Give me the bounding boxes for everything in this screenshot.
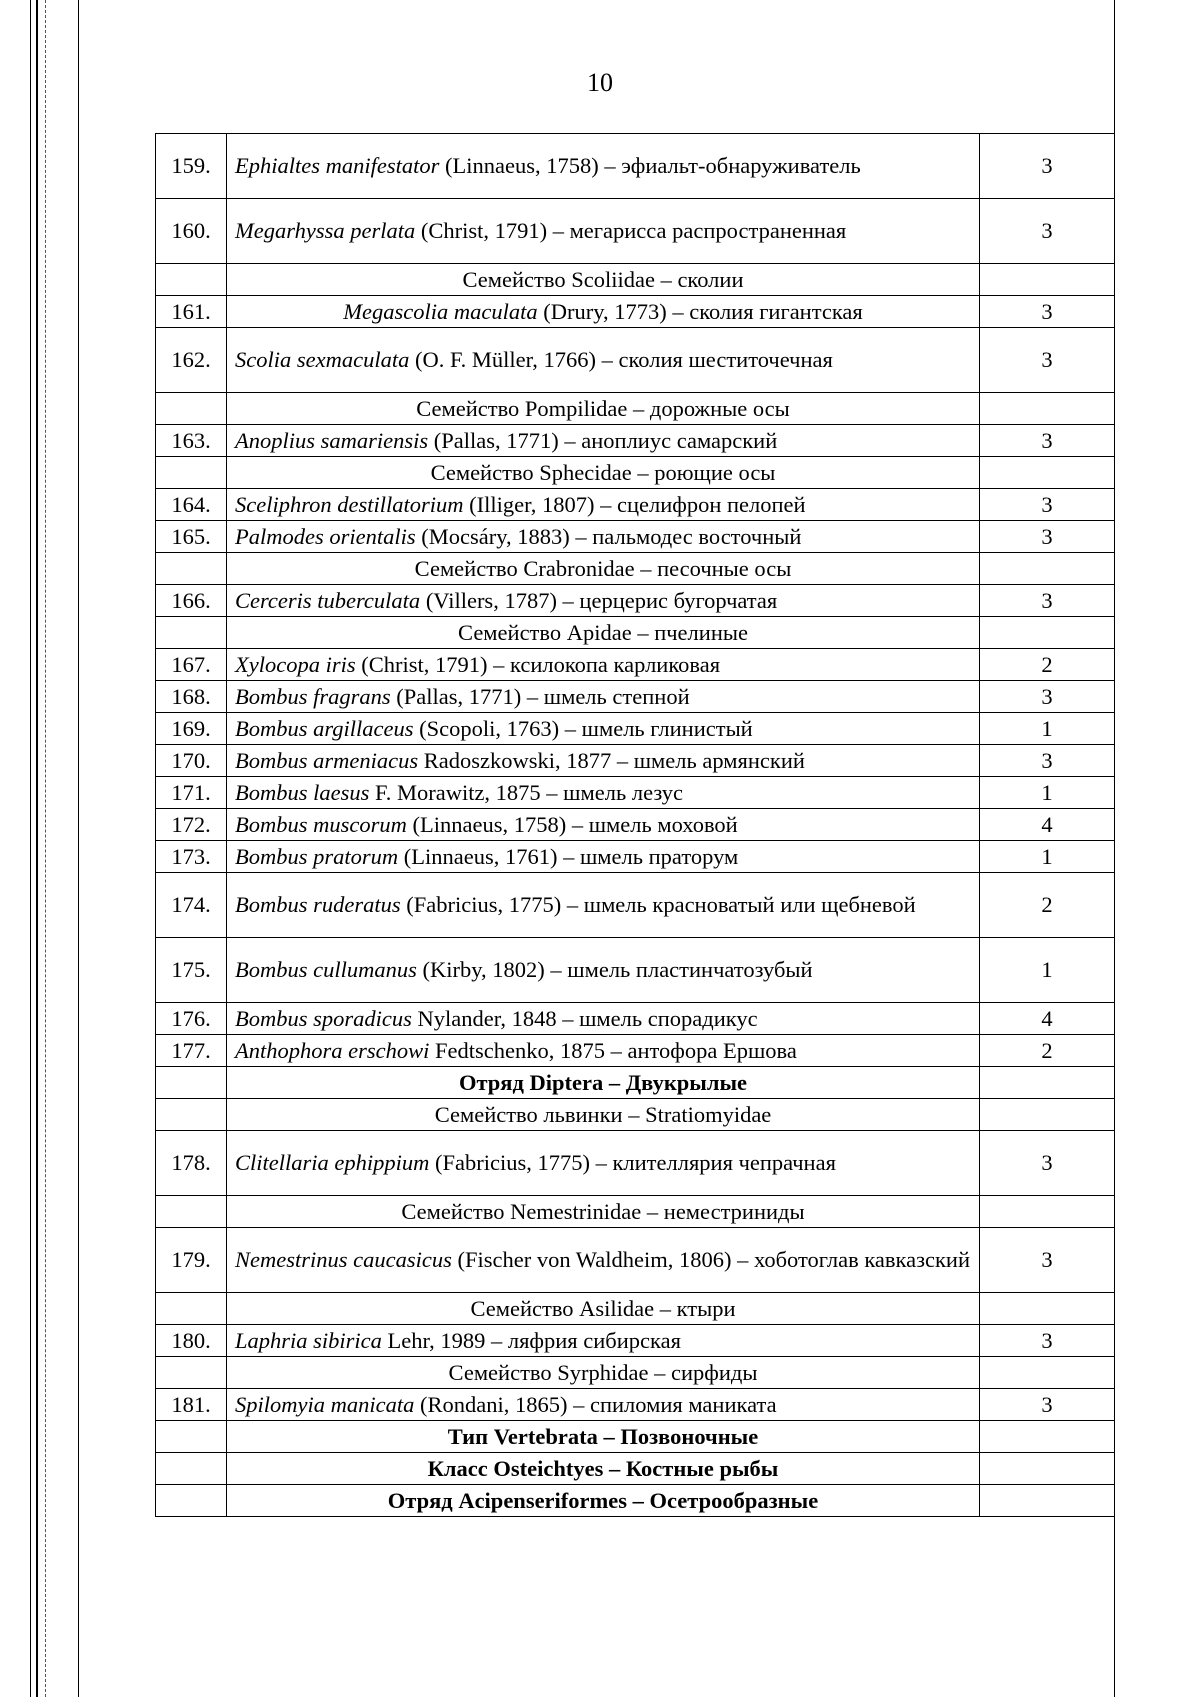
latin-name: Anthophora erschowi (235, 1037, 430, 1063)
species-row (156, 1003, 1115, 1035)
taxon-heading-row (156, 1485, 1115, 1517)
latin-name: Bombus armeniacus (235, 747, 419, 773)
author-and-common-name: (Fabricius, 1775) – клителлярия чепрачная (429, 1150, 836, 1175)
species-table-body (156, 134, 1115, 1517)
empty-cell (156, 393, 227, 425)
latin-name: Bombus pratorum (235, 843, 399, 869)
status-category: 3 (980, 1228, 1115, 1293)
empty-cell (980, 553, 1115, 585)
empty-cell (980, 1067, 1115, 1099)
author-and-common-name: (Villers, 1787) – церцерис бугорчатая (420, 587, 778, 613)
author-and-common-name: (O. F. Müller, 1766) – сколия шеститочечная (409, 347, 833, 372)
taxon-heading-row (156, 1293, 1115, 1325)
empty-cell (156, 457, 227, 489)
empty-cell (156, 1421, 227, 1453)
species-name-cell (227, 713, 980, 745)
row-number: 162. (156, 328, 227, 393)
latin-name: Scolia sexmaculata (235, 347, 410, 372)
row-number: 181. (156, 1389, 227, 1421)
taxon-heading: Семейство Scoliidae – сколии (227, 264, 980, 296)
latin-name: Bombus cullumanus (235, 957, 417, 982)
taxon-heading: Семейство Crabronidae – песочные осы (227, 553, 980, 585)
row-number: 164. (156, 489, 227, 521)
empty-cell (156, 1099, 227, 1131)
status-category: 1 (980, 938, 1115, 1003)
taxon-heading: Отряд Acipenseriformes – Осетрообразные (227, 1485, 980, 1517)
species-row (156, 713, 1115, 745)
row-number: 178. (156, 1131, 227, 1196)
status-category: 3 (980, 199, 1115, 264)
author-and-common-name: (Linnaeus, 1758) – эфиальт-обнаруживатель (439, 153, 861, 178)
taxon-heading: Семейство Asilidae – ктыри (227, 1293, 980, 1325)
taxon-heading: Семейство Sphecidae – роющие осы (227, 457, 980, 489)
latin-name: Spilomyia manicata (235, 1391, 415, 1417)
empty-cell (980, 393, 1115, 425)
row-number: 179. (156, 1228, 227, 1293)
empty-cell (156, 1293, 227, 1325)
species-row (156, 777, 1115, 809)
status-category: 2 (980, 1035, 1115, 1067)
species-name-cell (227, 328, 980, 393)
latin-name: Laphria sibirica (235, 1327, 382, 1353)
species-name-cell (227, 809, 980, 841)
status-category: 3 (980, 328, 1115, 393)
species-table-container (155, 133, 1114, 1517)
species-name-cell (227, 1325, 980, 1357)
author-and-common-name: (Christ, 1791) – ксилокопа карликовая (355, 651, 721, 677)
author-and-common-name: (Pallas, 1771) – аноплиус самарский (428, 427, 778, 453)
status-category: 3 (980, 681, 1115, 713)
species-row (156, 1035, 1115, 1067)
scan-border-line (78, 0, 79, 1697)
row-number: 167. (156, 649, 227, 681)
page-number: 10 (587, 68, 613, 97)
species-row (156, 296, 1115, 328)
row-number: 170. (156, 745, 227, 777)
empty-cell (156, 1485, 227, 1517)
species-row (156, 1131, 1115, 1196)
species-name-cell (227, 199, 980, 264)
species-name-cell (227, 1228, 980, 1293)
taxon-heading-row (156, 457, 1115, 489)
taxon-heading: Семейство львинки – Stratiomyidae (227, 1099, 980, 1131)
taxon-heading-row (156, 1196, 1115, 1228)
species-name-cell (227, 745, 980, 777)
author-and-common-name: Fedtschenko, 1875 – антофора Ершова (429, 1037, 797, 1063)
empty-cell (156, 1067, 227, 1099)
taxon-heading-row (156, 1099, 1115, 1131)
species-row (156, 938, 1115, 1003)
species-name-cell (227, 841, 980, 873)
row-number: 166. (156, 585, 227, 617)
latin-name: Bombus laesus (235, 779, 370, 805)
species-row (156, 1325, 1115, 1357)
species-name-cell (227, 585, 980, 617)
status-category: 3 (980, 296, 1115, 328)
species-name-cell (227, 425, 980, 457)
species-name-cell (227, 938, 980, 1003)
empty-cell (156, 1357, 227, 1389)
author-and-common-name: (Pallas, 1771) – шмель степной (390, 683, 690, 709)
empty-cell (980, 264, 1115, 296)
taxon-heading-row (156, 264, 1115, 296)
taxon-heading: Семейство Pompilidae – дорожные осы (227, 393, 980, 425)
empty-cell (156, 264, 227, 296)
row-number: 161. (156, 296, 227, 328)
species-row (156, 1228, 1115, 1293)
row-number: 176. (156, 1003, 227, 1035)
species-row (156, 841, 1115, 873)
species-name-cell (227, 873, 980, 938)
author-and-common-name: (Drury, 1773) – сколия гигантская (537, 298, 863, 324)
author-and-common-name: (Linnaeus, 1761) – шмель праторум (398, 843, 739, 869)
taxon-heading: Семейство Syrphidae – сирфиды (227, 1357, 980, 1389)
species-name-cell (227, 521, 980, 553)
latin-name: Bombus muscorum (235, 811, 407, 837)
taxon-heading-row (156, 1357, 1115, 1389)
taxon-heading: Тип Vertebrata – Позвоночные (227, 1421, 980, 1453)
species-row (156, 745, 1115, 777)
row-number: 175. (156, 938, 227, 1003)
taxon-heading-row (156, 553, 1115, 585)
author-and-common-name: Lehr, 1989 – ляфрия сибирская (381, 1327, 681, 1353)
scan-border-line (30, 0, 31, 1697)
row-number: 172. (156, 809, 227, 841)
taxon-heading-row (156, 617, 1115, 649)
author-and-common-name: (Illiger, 1807) – сцелифрон пелопей (463, 491, 806, 517)
latin-name: Megascolia maculata (343, 298, 538, 324)
row-number: 163. (156, 425, 227, 457)
empty-cell (156, 553, 227, 585)
latin-name: Xylocopa iris (235, 651, 356, 677)
row-number: 168. (156, 681, 227, 713)
row-number: 165. (156, 521, 227, 553)
status-category: 3 (980, 745, 1115, 777)
empty-cell (980, 457, 1115, 489)
latin-name: Nemestrinus caucasicus (235, 1247, 452, 1272)
status-category: 4 (980, 809, 1115, 841)
latin-name: Ephialtes manifestator (235, 153, 440, 178)
species-row (156, 489, 1115, 521)
species-name-cell (227, 777, 980, 809)
empty-cell (980, 1421, 1115, 1453)
status-category: 1 (980, 713, 1115, 745)
empty-cell (980, 1099, 1115, 1131)
status-category: 3 (980, 1325, 1115, 1357)
author-and-common-name: F. Morawitz, 1875 – шмель лезус (369, 779, 683, 805)
taxon-heading: Семейство Nemestrinidae – неместриниды (227, 1196, 980, 1228)
empty-cell (156, 617, 227, 649)
latin-name: Bombus fragrans (235, 683, 391, 709)
species-row (156, 328, 1115, 393)
species-row (156, 585, 1115, 617)
species-table (155, 133, 1115, 1517)
taxon-heading-row (156, 1453, 1115, 1485)
row-number: 169. (156, 713, 227, 745)
author-and-common-name: (Linnaeus, 1758) – шмель моховой (406, 811, 738, 837)
taxon-heading: Семейство Apidae – пчелиные (227, 617, 980, 649)
empty-cell (980, 1293, 1115, 1325)
author-and-common-name: (Scopoli, 1763) – шмель глинистый (413, 715, 753, 741)
taxon-heading-row (156, 1421, 1115, 1453)
empty-cell (980, 1196, 1115, 1228)
taxon-heading-row (156, 393, 1115, 425)
status-category: 3 (980, 521, 1115, 553)
row-number: 160. (156, 199, 227, 264)
species-name-cell (227, 681, 980, 713)
species-row (156, 681, 1115, 713)
species-row (156, 809, 1115, 841)
species-row (156, 1389, 1115, 1421)
empty-cell (980, 617, 1115, 649)
species-name-cell (227, 649, 980, 681)
status-category: 3 (980, 585, 1115, 617)
species-name-cell (227, 1003, 980, 1035)
empty-cell (980, 1453, 1115, 1485)
author-and-common-name: (Mocsáry, 1883) – пальмодес восточный (415, 523, 802, 549)
empty-cell (980, 1485, 1115, 1517)
status-category: 3 (980, 1131, 1115, 1196)
species-name-cell (227, 489, 980, 521)
status-category: 2 (980, 873, 1115, 938)
status-category: 3 (980, 489, 1115, 521)
species-row (156, 521, 1115, 553)
row-number: 159. (156, 134, 227, 199)
row-number: 174. (156, 873, 227, 938)
author-and-common-name: (Christ, 1791) – мегарисса распространенная (415, 218, 847, 243)
species-name-cell (227, 134, 980, 199)
empty-cell (156, 1196, 227, 1228)
species-row (156, 649, 1115, 681)
author-and-common-name: Radoszkowski, 1877 – шмель армянский (418, 747, 805, 773)
latin-name: Megarhyssa perlata (235, 218, 416, 243)
taxon-heading-row (156, 1067, 1115, 1099)
latin-name: Clitellaria ephippium (235, 1150, 430, 1175)
author-and-common-name: (Fischer von Waldheim, 1806) – хоботоглав кавказский (451, 1247, 971, 1272)
species-row (156, 873, 1115, 938)
row-number: 171. (156, 777, 227, 809)
latin-name: Sceliphron destillatorium (235, 491, 464, 517)
author-and-common-name: Nylander, 1848 – шмель спорадикус (411, 1005, 758, 1031)
scan-border-line (36, 0, 38, 1697)
species-name-cell (227, 1035, 980, 1067)
author-and-common-name: (Kirby, 1802) – шмель пластинчатозубый (416, 957, 813, 982)
row-number: 180. (156, 1325, 227, 1357)
scan-border-line (45, 0, 46, 1697)
latin-name: Bombus sporadicus (235, 1005, 412, 1031)
species-name-cell (227, 1389, 980, 1421)
empty-cell (980, 1357, 1115, 1389)
latin-name: Bombus argillaceus (235, 715, 414, 741)
status-category: 3 (980, 425, 1115, 457)
species-row (156, 199, 1115, 264)
latin-name: Anoplius samariensis (235, 427, 429, 453)
row-number: 173. (156, 841, 227, 873)
status-category: 3 (980, 1389, 1115, 1421)
species-name-cell (227, 296, 980, 328)
species-row (156, 425, 1115, 457)
status-category: 2 (980, 649, 1115, 681)
species-name-cell (227, 1131, 980, 1196)
author-and-common-name: (Rondani, 1865) – спиломия маниката (414, 1391, 777, 1417)
taxon-heading: Класс Osteichtyes – Костные рыбы (227, 1453, 980, 1485)
author-and-common-name: (Fabricius, 1775) – шмель красноватый или щебневой (400, 892, 916, 917)
species-row (156, 134, 1115, 199)
status-category: 1 (980, 841, 1115, 873)
status-category: 3 (980, 134, 1115, 199)
taxon-heading: Отряд Diptera – Двукрылые (227, 1067, 980, 1099)
row-number: 177. (156, 1035, 227, 1067)
latin-name: Bombus ruderatus (235, 892, 401, 917)
empty-cell (156, 1453, 227, 1485)
status-category: 4 (980, 1003, 1115, 1035)
latin-name: Palmodes orientalis (235, 523, 416, 549)
status-category: 1 (980, 777, 1115, 809)
latin-name: Cerceris tuberculata (235, 587, 421, 613)
